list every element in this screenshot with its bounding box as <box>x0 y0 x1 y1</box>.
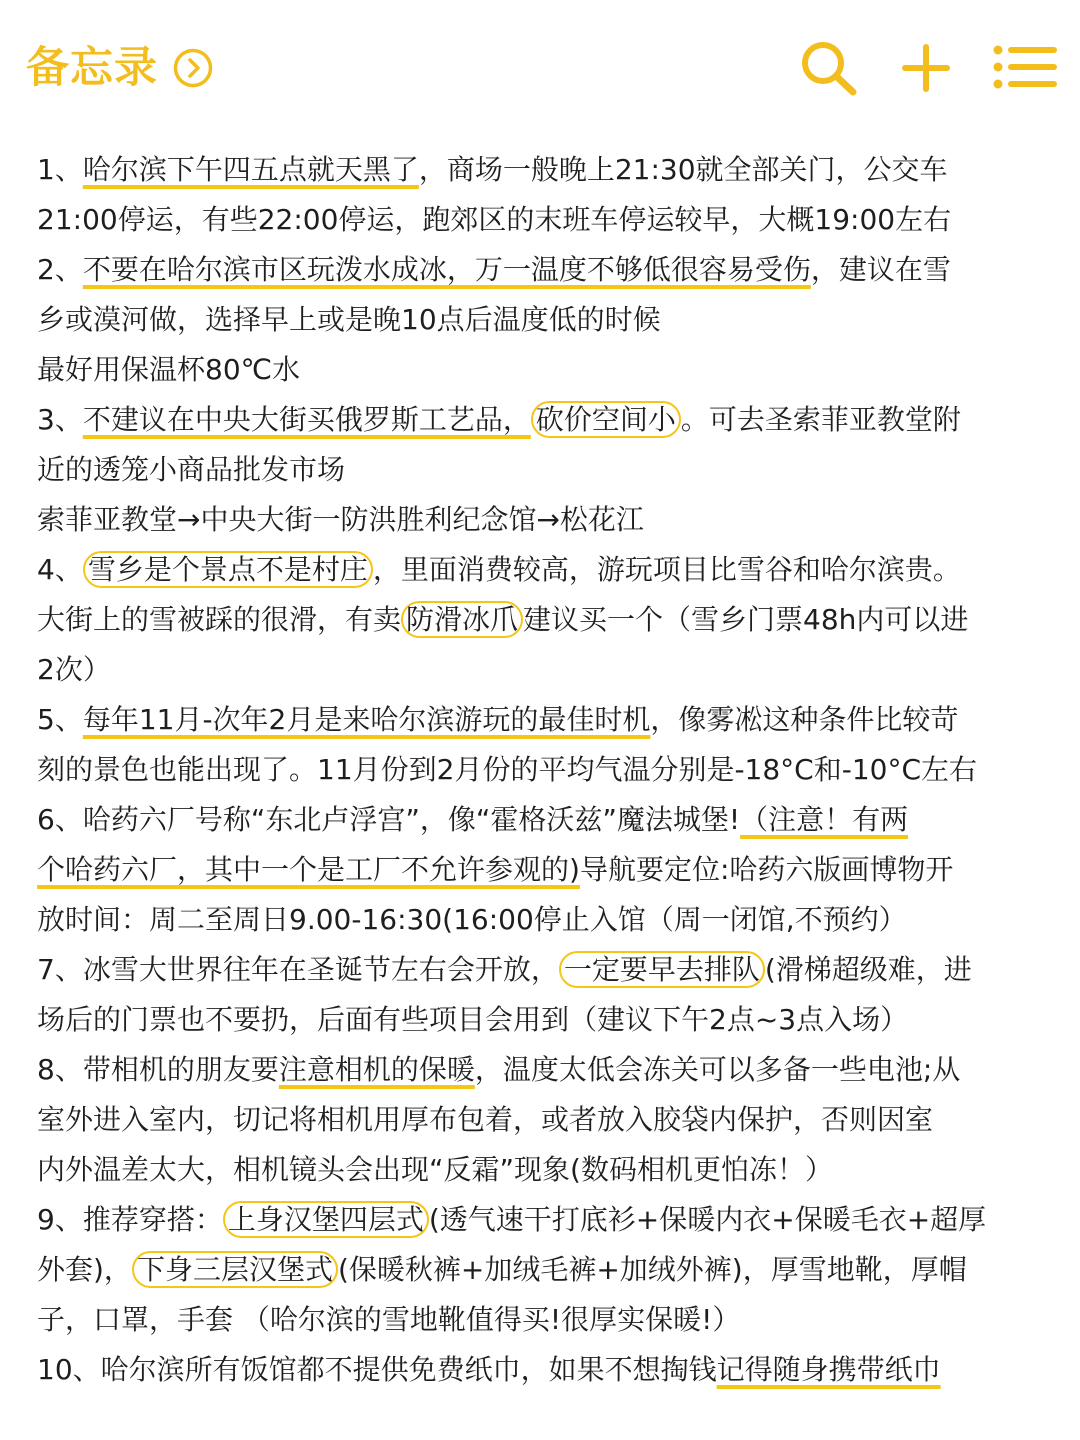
highlight-underline: （注意！有两 <box>740 803 909 836</box>
search-icon[interactable] <box>798 38 860 98</box>
top-bar <box>0 0 1080 135</box>
chevron-right-circle-icon <box>172 47 214 89</box>
note-line: 大街上的雪被踩的很滑，有卖 防滑冰爪 建议买一个（雪乡门票48h内可以进 <box>37 603 969 636</box>
app-title: 备忘录 <box>26 43 158 93</box>
note-line: 室外进入室内，切记将相机用厚布包着，或者放入胶袋内保护，否则因室 <box>37 1103 934 1136</box>
note-line: 10、哈尔滨所有饭馆都不提供免费纸巾，如果不想掏钱记得随身携带纸巾 <box>37 1353 941 1386</box>
highlight-circle: 下身三层汉堡式 <box>132 1251 338 1288</box>
note-line: 乡或漠河做，选择早上或是晚10点后温度低的时候 <box>37 303 661 336</box>
highlight-underline: 记得随身携带纸巾 <box>716 1353 941 1386</box>
list-icon[interactable] <box>992 44 1058 90</box>
highlight-circle: 上身汉堡四层式 <box>223 1201 429 1238</box>
highlight-underline: 个哈药六厂，其中一个是工厂不允许参观的) <box>37 853 580 886</box>
highlight-circle: 防滑冰爪 <box>401 601 523 638</box>
highlight-underline: 不建议在中央大街买俄罗斯工艺品， <box>82 403 531 436</box>
highlight-underline: 不要在哈尔滨市区玩泼水成冰，万一温度不够低很容易受伤 <box>82 253 811 286</box>
note-line: 8、带相机的朋友要注意相机的保暖，温度太低会冻关可以多备一些电池;从 <box>37 1053 961 1086</box>
note-line: 子，口罩，手套 （哈尔滨的雪地靴值得买!很厚实保暖!） <box>37 1303 741 1336</box>
note-line: 场后的门票也不要扔，后面有些项目会用到（建议下午2点~3点入场） <box>37 1003 909 1036</box>
note-line: 5、每年11月-次年2月是来哈尔滨游玩的最佳时机，像雾凇这种条件比较苛 <box>37 703 959 736</box>
note-line: 6、哈药六厂号称“东北卢浮宫”，像“霍格沃兹”魔法城堡!（注意！有两 <box>37 803 909 836</box>
highlight-circle: 一定要早去排队 <box>559 951 765 988</box>
note-line: 外套)， 下身三层汉堡式 (保暖秋裤+加绒毛裤+加绒外裤)，厚雪地靴，厚帽 <box>37 1253 967 1286</box>
note-line: 9、推荐穿搭： 上身汉堡四层式 (透气速干打底衫+保暖内衣+保暖毛衣+超厚 <box>37 1203 987 1236</box>
note-line: 刻的景色也能出现了。11月份到2月份的平均气温分别是-18°C和-10°C左右 <box>37 753 978 786</box>
note-line: 2次） <box>37 653 111 686</box>
highlight-underline: 每年11月-次年2月是来哈尔滨游玩的最佳时机 <box>82 703 651 736</box>
highlight-circle: 砍价空间小 <box>531 401 681 438</box>
note-line: 放时间：周二至周日9.00-16:30(16:00停止入馆（周一闭馆,不预约） <box>37 903 907 936</box>
note-line: 1、哈尔滨下午四五点就天黑了，商场一般晚上21:30就全部关门，公交车 <box>37 153 948 186</box>
note-line: 内外温差太大，相机镜头会出现“反霜”现象(数码相机更怕冻！） <box>37 1153 833 1186</box>
note-line: 个哈药六厂，其中一个是工厂不允许参观的)导航要定位:哈药六版画博物开 <box>37 853 954 886</box>
note-line: 3、不建议在中央大街买俄罗斯工艺品， 砍价空间小 。可去圣索菲亚教堂附 <box>37 403 961 436</box>
note-line: 7、冰雪大世界往年在圣诞节左右会开放， 一定要早去排队 (滑梯超级难，进 <box>37 953 972 986</box>
note-body[interactable] <box>37 145 1053 1395</box>
plus-icon[interactable] <box>900 42 952 94</box>
notes-back-button[interactable] <box>26 38 214 98</box>
highlight-circle: 雪乡是个景点不是村庄 <box>83 551 373 588</box>
note-line: 4、 雪乡是个景点不是村庄 ，里面消费较高，游玩项目比雪谷和哈尔滨贵。 <box>37 553 961 586</box>
note-line: 最好用保温杯80℃水 <box>37 353 301 386</box>
note-line: 索菲亚教堂→中央大街一防洪胜利纪念馆→松花江 <box>37 503 644 536</box>
note-line: 2、不要在哈尔滨市区玩泼水成冰，万一温度不够低很容易受伤，建议在雪 <box>37 253 951 286</box>
highlight-underline: 注意相机的保暖 <box>278 1053 475 1086</box>
highlight-underline: 哈尔滨下午四五点就天黑了 <box>82 153 419 186</box>
note-line: 近的透笼小商品批发市场 <box>37 453 346 486</box>
note-line: 21:00停运，有些22:00停运，跑郊区的末班车停运较早，大概19:00左右 <box>37 203 952 236</box>
